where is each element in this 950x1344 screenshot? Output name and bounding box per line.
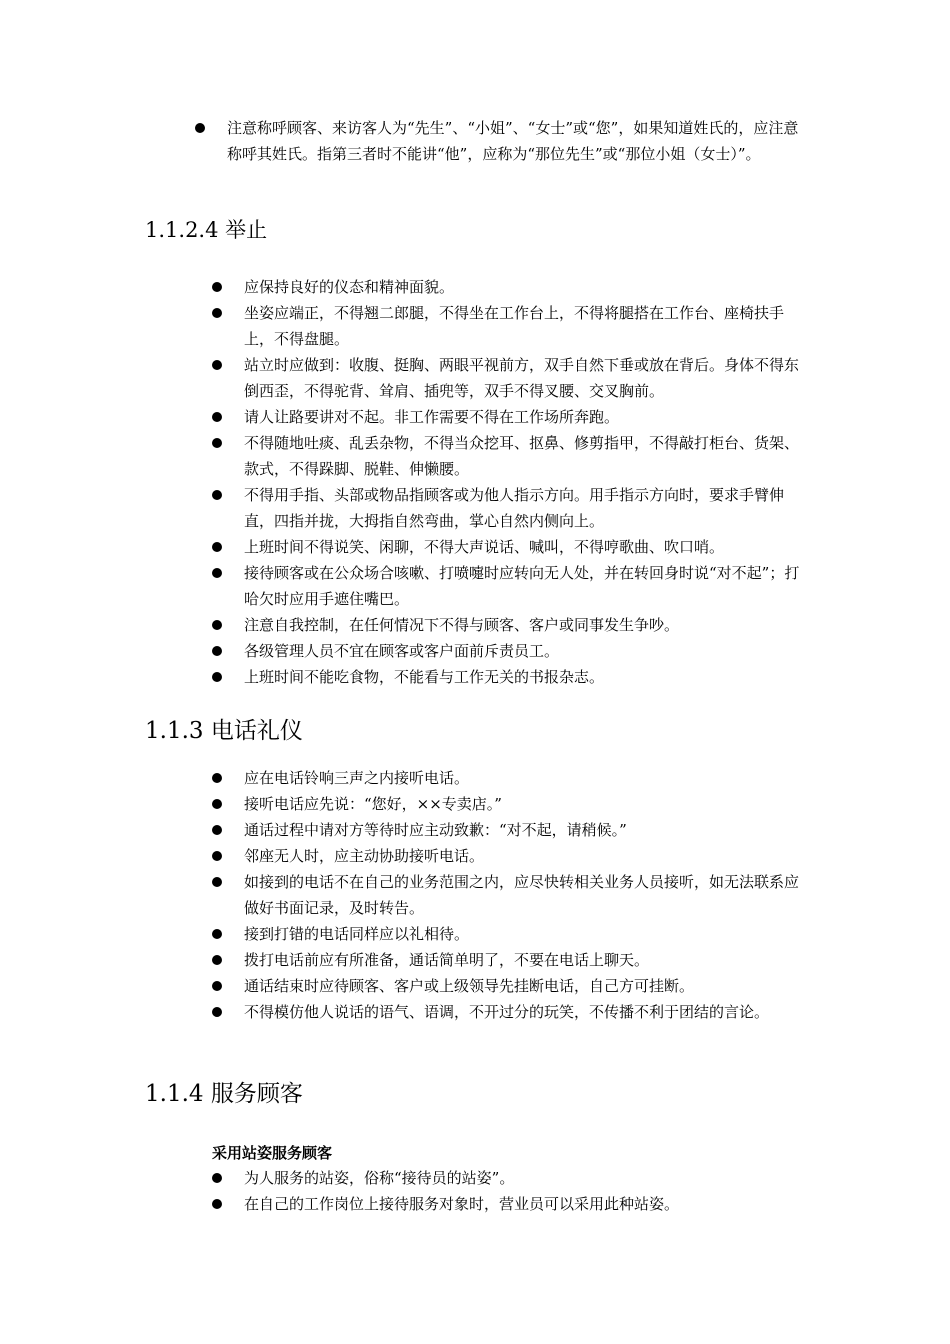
list-item xyxy=(212,638,812,664)
list-item xyxy=(212,274,812,300)
list-item xyxy=(212,1165,812,1191)
list-item-text: 不得用手指、头部或物品指顾客或为他人指示方向。用手指示方向时，要求手臂伸直，四指并拢，大拇指自然弯曲，掌心自然内侧向上。 xyxy=(244,486,785,530)
list-item-text: 通话结束时应待顾客、客户或上级领导先挂断电话，自己方可挂断。 xyxy=(244,977,695,995)
bullet-icon xyxy=(212,412,222,422)
list-item xyxy=(212,765,804,791)
list-item xyxy=(212,843,804,869)
bullet-icon xyxy=(212,981,222,991)
list-item-text: 为人服务的站姿，俗称“接待员的站姿”。 xyxy=(244,1169,515,1187)
list-item xyxy=(212,1191,812,1217)
list-item-text: 上班时间不能吃食物，不能看与工作无关的书报杂志。 xyxy=(244,668,605,686)
list-item-text: 坐姿应端正，不得翘二郎腿，不得坐在工作台上，不得将腿搭在工作台、座椅扶手上，不得盘腿。 xyxy=(244,304,785,348)
list-item xyxy=(212,534,812,560)
list-item-text: 上班时间不得说笑、闲聊，不得大声说话、喊叫，不得哼歌曲、吹口哨。 xyxy=(244,538,725,556)
bullet-icon xyxy=(212,773,222,783)
list-item xyxy=(212,430,812,482)
list-item xyxy=(212,664,812,690)
bullet-icon xyxy=(212,438,222,448)
list-item xyxy=(212,999,804,1025)
list-item-text: 不得模仿他人说话的语气、语调，不开过分的玩笑，不传播不利于团结的言论。 xyxy=(244,1003,770,1021)
list-item-text: 不得随地吐痰、乱丢杂物，不得当众挖耳、抠鼻、修剪指甲，不得敲打柜台、货架、款式，不得跺脚、脱鞋、伸懒腰。 xyxy=(244,434,800,478)
bullet-icon xyxy=(212,646,222,656)
bullet-icon xyxy=(195,123,205,133)
bullet-icon xyxy=(212,955,222,965)
bullet-icon xyxy=(212,1199,222,1209)
list-item xyxy=(212,560,812,612)
bullet-icon xyxy=(212,490,222,500)
bullet-icon xyxy=(212,308,222,318)
standing-service-bullet-list xyxy=(212,1165,812,1217)
bullet-icon xyxy=(212,542,222,552)
list-item-text: 请人让路要讲对不起。非工作需要不得在工作场所奔跑。 xyxy=(244,408,620,426)
list-item xyxy=(212,973,804,999)
list-item-text: 接到打错的电话同样应以礼相待。 xyxy=(244,925,470,943)
bullet-icon xyxy=(212,1173,222,1183)
bullet-icon xyxy=(212,877,222,887)
list-item-text: 邻座无人时，应主动协助接听电话。 xyxy=(244,847,485,865)
list-item-text: 注意称呼顾客、来访客人为“先生”、“小姐”、“女士”或“您”，如果知道姓氏的，应注意称呼其姓氏。指第三者时不能讲“他”，应称为“那位先生”或“那位小姐（女士）”。 xyxy=(227,119,799,163)
list-item-text: 在自己的工作岗位上接待服务对象时，营业员可以采用此种站姿。 xyxy=(244,1195,680,1213)
section-heading-1-1-2-4: 1.1.2.4 举止 xyxy=(145,218,268,242)
list-item-text: 接待顾客或在公众场合咳嗽、打喷嚏时应转向无人处，并在转回身时说“对不起”；打哈欠时应用手遮住嘴巴。 xyxy=(244,564,800,608)
list-item xyxy=(195,115,800,167)
intro-bullet-list xyxy=(195,115,800,167)
list-item-text: 注意自我控制，在任何情况下不得与顾客、客户或同事发生争吵。 xyxy=(244,616,680,634)
list-item-text: 应保持良好的仪态和精神面貌。 xyxy=(244,278,455,296)
list-item xyxy=(212,482,812,534)
list-item xyxy=(212,352,812,404)
list-item-text: 各级管理人员不宜在顾客或客户面前斥责员工。 xyxy=(244,642,560,660)
bullet-icon xyxy=(212,825,222,835)
section-heading-1-1-4: 1.1.4 服务顾客 xyxy=(145,1081,303,1107)
list-item xyxy=(212,612,812,638)
list-item xyxy=(212,947,804,973)
list-item xyxy=(212,817,804,843)
list-item xyxy=(212,404,812,430)
list-item-text: 站立时应做到：收腹、挺胸、两眼平视前方，双手自然下垂或放在背后。身体不得东倒西歪，不得驼背、耸肩、插兜等，双手不得叉腰、交叉胸前。 xyxy=(244,356,800,400)
bullet-icon xyxy=(212,672,222,682)
bullet-icon xyxy=(212,620,222,630)
bullet-icon xyxy=(212,851,222,861)
bullet-icon xyxy=(212,929,222,939)
list-item xyxy=(212,300,812,352)
bullet-icon xyxy=(212,360,222,370)
bullet-icon xyxy=(212,282,222,292)
list-item-text: 如接到的电话不在自己的业务范围之内，应尽快转相关业务人员接听，如无法联系应做好书面记录，及时转告。 xyxy=(244,873,800,917)
list-item xyxy=(212,869,804,921)
list-item xyxy=(212,921,804,947)
phone-etiquette-bullet-list xyxy=(212,765,804,1025)
conduct-bullet-list xyxy=(212,274,812,690)
list-item-text: 拨打电话前应有所准备，通话简单明了，不要在电话上聊天。 xyxy=(244,951,650,969)
list-item xyxy=(212,791,804,817)
bullet-icon xyxy=(212,799,222,809)
list-item-text: 接听电话应先说：“您好，××专卖店。” xyxy=(244,795,502,813)
list-item-text: 应在电话铃响三声之内接听电话。 xyxy=(244,769,470,787)
section-heading-1-1-3: 1.1.3 电话礼仪 xyxy=(145,718,303,744)
bullet-icon xyxy=(212,1007,222,1017)
bullet-icon xyxy=(212,568,222,578)
sub-heading-standing-service: 采用站姿服务顾客 xyxy=(212,1144,333,1162)
list-item-text: 通话过程中请对方等待时应主动致歉：“对不起，请稍候。” xyxy=(244,821,627,839)
